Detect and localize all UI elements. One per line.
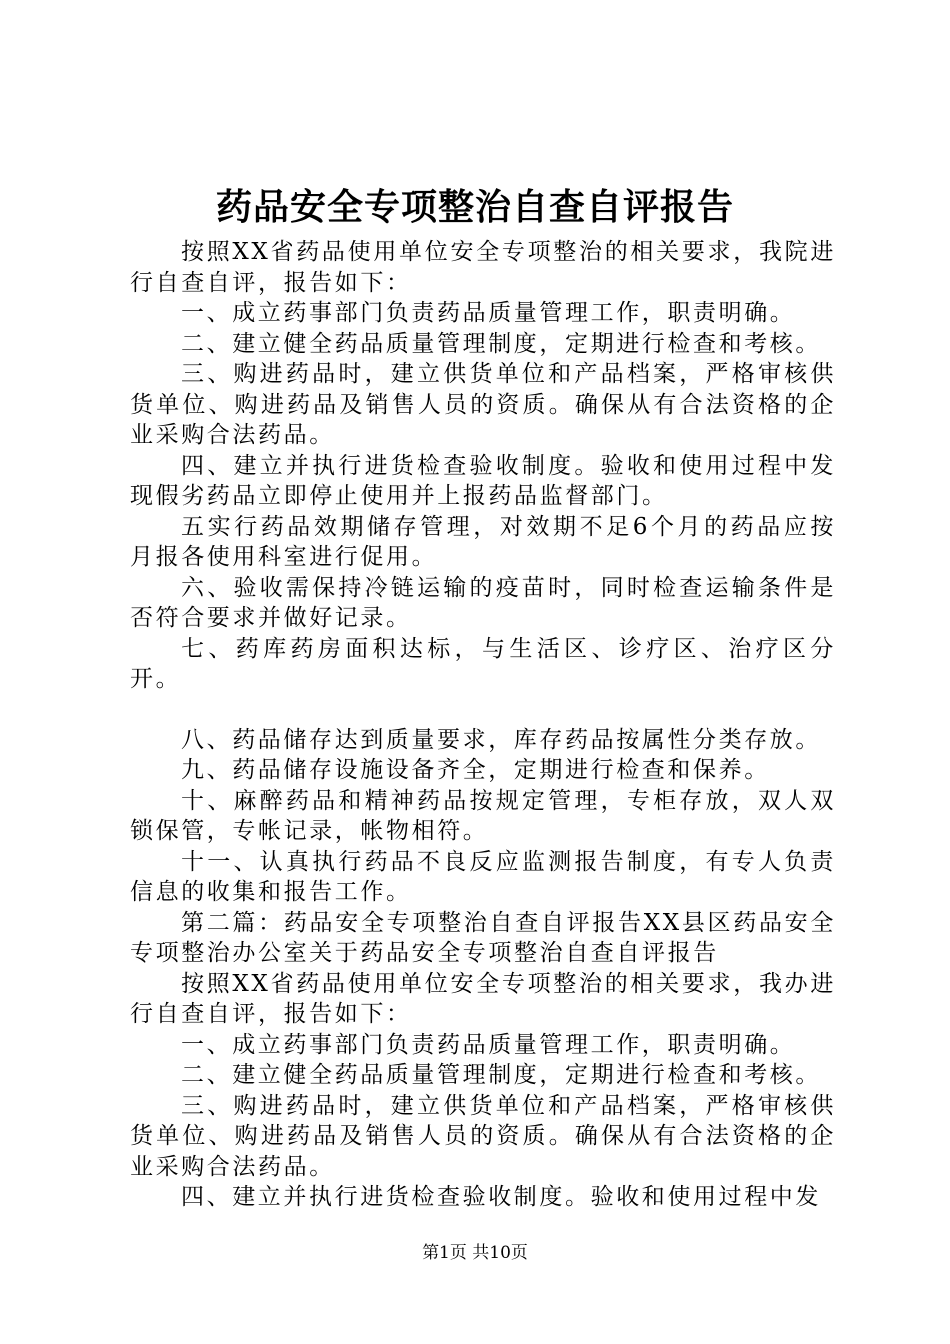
- paragraph-item-7: 七、药库药房面积达标，与生活区、诊疗区、治疗区分开。: [130, 635, 836, 692]
- paragraph-second-item-2: 二、建立健全药品质量管理制度，定期进行检查和考核。: [181, 1062, 821, 1088]
- paragraph-item-5: 五实行药品效期储存管理，对效期不足6个月的药品应按月报各使用科室进行促用。: [130, 513, 836, 570]
- paragraph-intro: 按照XX省药品使用单位安全专项整治的相关要求，我院进行自查自评，报告如下：: [130, 239, 836, 296]
- paragraph-item-6: 六、验收需保持冷链运输的疫苗时，同时检查运输条件是否符合要求并做好记录。: [130, 574, 836, 631]
- paragraph-item-3: 三、购进药品时，建立供货单位和产品档案，严格审核供货单位、购进药品及销售人员的资质。确保从有合法资格的企业采购合法药品。: [130, 361, 836, 448]
- paragraph-item-1: 一、成立药事部门负责药品质量管理工作，职责明确。: [181, 300, 796, 326]
- paragraph-item-4: 四、建立并执行进货检查验收制度。验收和使用过程中发现假劣药品立即停止使用并上报药品监督部门。: [130, 452, 836, 509]
- paragraph-second-part-heading: 第二篇：药品安全专项整治自查自评报告XX县区药品安全专项整治办公室关于药品安全专项整治自查自评报告: [130, 909, 836, 966]
- paragraph-second-intro: 按照XX省药品使用单位安全专项整治的相关要求，我办进行自查自评，报告如下：: [130, 970, 836, 1027]
- document-title: 药品安全专项整治自查自评报告: [215, 186, 734, 228]
- paragraph-item-10: 十、麻醉药品和精神药品按规定管理，专柜存放，双人双锁保管，专帐记录，帐物相符。: [130, 787, 836, 844]
- paragraph-item-11: 十一、认真执行药品不良反应监测报告制度，有专人负责信息的收集和报告工作。: [130, 848, 836, 905]
- paragraph-second-item-4: 四、建立并执行进货检查验收制度。验收和使用过程中发: [181, 1184, 821, 1210]
- paragraph-item-2: 二、建立健全药品质量管理制度，定期进行检查和考核。: [181, 330, 821, 357]
- paragraph-item-9: 九、药品储存设施设备齐全，定期进行检查和保养。: [181, 757, 770, 783]
- document-body: [130, 237, 836, 1213]
- paragraph-second-item-1: 一、成立药事部门负责药品质量管理工作，职责明确。: [181, 1031, 796, 1058]
- paragraph-item-8: 八、药品储存达到质量要求，库存药品按属性分类存放。: [181, 726, 821, 753]
- page-number-footer: 第1页 共10页: [422, 1243, 528, 1263]
- paragraph-second-item-3: 三、购进药品时，建立供货单位和产品档案，严格审核供货单位、购进药品及销售人员的资质。确保从有合法资格的企业采购合法药品。: [130, 1092, 836, 1180]
